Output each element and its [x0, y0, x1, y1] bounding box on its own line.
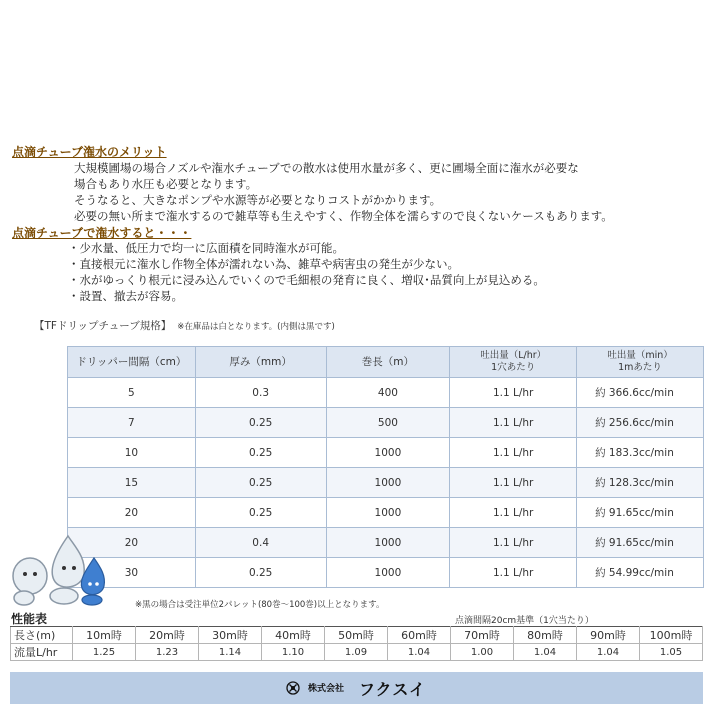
company-name: フクスイ [359, 680, 427, 699]
header-thickness: 厚み（mm） [195, 347, 326, 378]
length-row [11, 627, 703, 644]
cell-rate: 1.1 L/hr [450, 438, 577, 468]
merits-intro [74, 160, 613, 224]
flow-cell: 1.05 [640, 644, 703, 661]
cell-spacing: 5 [68, 378, 196, 408]
spec-table [67, 346, 704, 588]
cell-rate: 1.1 L/hr [450, 528, 577, 558]
flow-cell: 1.23 [136, 644, 199, 661]
cell-rate: 1.1 L/hr [450, 378, 577, 408]
performance-table [10, 626, 703, 661]
cell-roll: 1000 [326, 498, 450, 528]
flow-row [11, 644, 703, 661]
intro-line: 必要の無い所まで潅水するので雑草等も生えやすく、作物全体を濡らすので良くないケースもあります。 [74, 209, 613, 223]
length-cell: 50m時 [325, 627, 388, 644]
water-drop-mascot-illustration [6, 528, 110, 608]
header-roll-length: 巻長（m） [326, 347, 450, 378]
cell-thickness: 0.25 [195, 408, 326, 438]
cell-per-meter: 約 91.65cc/min [577, 528, 704, 558]
length-cell: 100m時 [640, 627, 703, 644]
length-cell: 80m時 [514, 627, 577, 644]
intro-line: 場合もあり水圧も必要となります。 [74, 177, 258, 191]
cell-per-meter: 約 183.3cc/min [577, 438, 704, 468]
spec-header-row [68, 347, 704, 378]
cell-spacing: 30 [68, 558, 196, 588]
cell-rate: 1.1 L/hr [450, 468, 577, 498]
cell-rate: 1.1 L/hr [450, 408, 577, 438]
header-rate-per-meter: 吐出量（min） 1mあたり [577, 347, 704, 378]
flow-cell: 1.10 [262, 644, 325, 661]
table-row [68, 438, 704, 468]
cell-roll: 1000 [326, 438, 450, 468]
cell-thickness: 0.25 [195, 468, 326, 498]
merit-point: ・設置、撤去が容易。 [68, 289, 183, 303]
cell-per-meter: 約 54.99cc/min [577, 558, 704, 588]
merit-point: ・水がゆっくり根元に浸み込んでいくので毛細根の発育に良く、増収･品質向上が見込める。 [68, 273, 545, 287]
length-cell: 30m時 [199, 627, 262, 644]
flow-cell: 1.04 [514, 644, 577, 661]
intro-line: 大規模圃場の場合ノズルや潅水チューブでの散水は使用水量が多く、更に圃場全面に潅水が必要な [74, 161, 579, 175]
length-cell: 60m時 [388, 627, 451, 644]
length-cell: 20m時 [136, 627, 199, 644]
length-row-label: 長さ(m) [11, 627, 73, 644]
table-row [68, 408, 704, 438]
flow-cell: 1.00 [451, 644, 514, 661]
performance-basis: 点滴間隔20cm基準（1穴当たり） [455, 616, 594, 626]
merits-heading: 点滴チューブ潅水のメリット [12, 145, 167, 159]
cell-spacing: 20 [68, 498, 196, 528]
table-row [68, 528, 704, 558]
merits-subheading: 点滴チューブで潅水すると・・・ [12, 226, 192, 240]
spec-title [34, 318, 335, 333]
flow-cell: 1.04 [577, 644, 640, 661]
cell-rate: 1.1 L/hr [450, 558, 577, 588]
cell-spacing: 10 [68, 438, 196, 468]
cell-thickness: 0.25 [195, 438, 326, 468]
company-logo-icon [286, 681, 300, 695]
header-rate-per-hole: 吐出量（L/hr） 1穴あたり [450, 347, 577, 378]
spec-title-text: 【TFドリップチューブ規格】 [34, 320, 172, 332]
cell-per-meter: 約 128.3cc/min [577, 468, 704, 498]
cell-per-meter: 約 256.6cc/min [577, 408, 704, 438]
table-row [68, 498, 704, 528]
flow-row-label: 流量L/hr [11, 644, 73, 661]
cell-rate: 1.1 L/hr [450, 498, 577, 528]
length-cell: 10m時 [73, 627, 136, 644]
company-prefix: 株式会社 [308, 684, 345, 694]
performance-title: 性能表 [11, 612, 48, 626]
cell-roll: 1000 [326, 468, 450, 498]
cell-thickness: 0.25 [195, 498, 326, 528]
flow-cell: 1.25 [73, 644, 136, 661]
cell-roll: 500 [326, 408, 450, 438]
cell-spacing: 7 [68, 408, 196, 438]
length-cell: 70m時 [451, 627, 514, 644]
company-footer [10, 672, 703, 704]
cell-per-meter: 約 91.65cc/min [577, 498, 704, 528]
spec-footnote: ※黒の場合は受注単位2パレット(80巻～100巻)以上となります。 [135, 600, 385, 610]
spec-note: ※在庫品は白となります。(内側は黒です) [177, 322, 335, 332]
intro-line: そうなると、大きなポンプや水源等が必要となりコストがかかります。 [74, 193, 442, 207]
flow-cell: 1.14 [199, 644, 262, 661]
table-row [68, 558, 704, 588]
length-cell: 40m時 [262, 627, 325, 644]
cell-thickness: 0.25 [195, 558, 326, 588]
merits-points [68, 240, 545, 304]
cell-roll: 1000 [326, 558, 450, 588]
table-row [68, 378, 704, 408]
cell-roll: 1000 [326, 528, 450, 558]
cell-thickness: 0.3 [195, 378, 326, 408]
flow-cell: 1.04 [388, 644, 451, 661]
cell-per-meter: 約 366.6cc/min [577, 378, 704, 408]
flow-cell: 1.09 [325, 644, 388, 661]
table-row [68, 468, 704, 498]
cell-spacing: 20 [68, 528, 196, 558]
merit-point: ・少水量、低圧力で均一に広面積を同時潅水が可能。 [68, 241, 344, 255]
cell-thickness: 0.4 [195, 528, 326, 558]
merit-point: ・直接根元に潅水し作物全体が濡れない為、雑草や病害虫の発生が少ない。 [68, 257, 459, 271]
cell-spacing: 15 [68, 468, 196, 498]
length-cell: 90m時 [577, 627, 640, 644]
cell-roll: 400 [326, 378, 450, 408]
header-spacing: ドリッパー間隔（cm） [68, 347, 196, 378]
